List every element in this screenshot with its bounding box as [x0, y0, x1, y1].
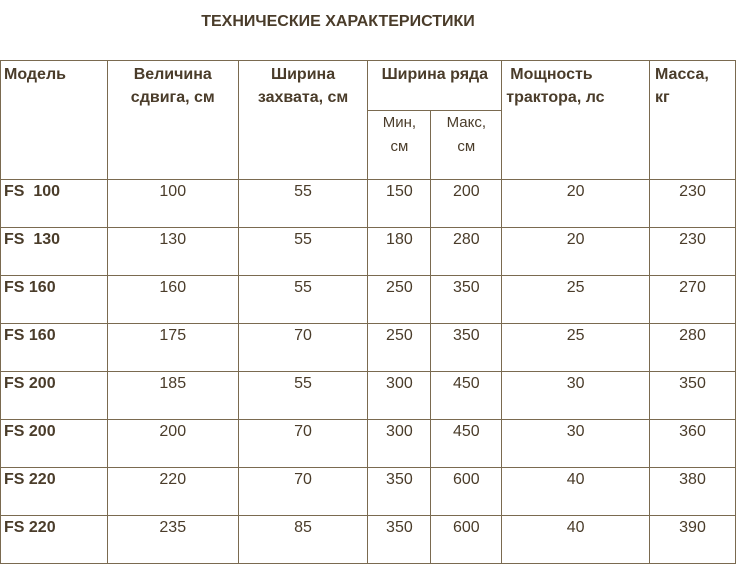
cell-model: FS 200: [1, 420, 108, 468]
header-row: [1, 61, 736, 111]
cell-max: 450: [431, 420, 502, 468]
spec-table: [0, 60, 736, 564]
cell-power: 40: [502, 516, 650, 564]
cell-mass: 350: [650, 372, 736, 420]
cell-mass: 230: [650, 228, 736, 276]
header-grip: Ширина захвата, см: [238, 61, 368, 180]
cell-model: FS 100: [1, 180, 108, 228]
cell-max: 600: [431, 516, 502, 564]
table-row: [1, 276, 736, 324]
cell-mass: 280: [650, 324, 736, 372]
cell-grip: 70: [238, 468, 368, 516]
cell-model: FS 160: [1, 324, 108, 372]
cell-max: 350: [431, 324, 502, 372]
cell-max: 600: [431, 468, 502, 516]
cell-max: 280: [431, 228, 502, 276]
cell-grip: 70: [238, 420, 368, 468]
table-row: [1, 468, 736, 516]
table-row: [1, 180, 736, 228]
page-title: ТЕХНИЧЕСКИЕ ХАРАКТЕРИСТИКИ: [201, 13, 475, 30]
cell-shift: 100: [107, 180, 238, 228]
header-max: Макс, см: [431, 111, 502, 180]
table-row: [1, 372, 736, 420]
cell-grip: 85: [238, 516, 368, 564]
cell-min: 350: [368, 516, 431, 564]
cell-model: FS 220: [1, 468, 108, 516]
cell-grip: 55: [238, 180, 368, 228]
cell-grip: 55: [238, 228, 368, 276]
header-shift: Величина сдвига, см: [107, 61, 238, 180]
cell-power: 30: [502, 420, 650, 468]
cell-min: 250: [368, 324, 431, 372]
cell-mass: 360: [650, 420, 736, 468]
header-min: Мин, см: [368, 111, 431, 180]
cell-min: 180: [368, 228, 431, 276]
cell-power: 40: [502, 468, 650, 516]
header-mass: Масса, кг: [650, 61, 736, 180]
cell-grip: 55: [238, 372, 368, 420]
cell-shift: 220: [107, 468, 238, 516]
cell-mass: 390: [650, 516, 736, 564]
cell-min: 350: [368, 468, 431, 516]
cell-min: 250: [368, 276, 431, 324]
cell-shift: 160: [107, 276, 238, 324]
table-row: [1, 420, 736, 468]
cell-grip: 55: [238, 276, 368, 324]
cell-model: FS 220: [1, 516, 108, 564]
cell-shift: 130: [107, 228, 238, 276]
cell-power: 25: [502, 276, 650, 324]
header-model: Модель: [1, 61, 108, 180]
table-row: [1, 324, 736, 372]
cell-shift: 175: [107, 324, 238, 372]
cell-model: FS 160: [1, 276, 108, 324]
cell-power: 20: [502, 180, 650, 228]
cell-model: FS 200: [1, 372, 108, 420]
table-row: [1, 228, 736, 276]
cell-max: 350: [431, 276, 502, 324]
cell-mass: 230: [650, 180, 736, 228]
cell-min: 150: [368, 180, 431, 228]
cell-shift: 185: [107, 372, 238, 420]
cell-mass: 270: [650, 276, 736, 324]
cell-power: 20: [502, 228, 650, 276]
cell-power: 30: [502, 372, 650, 420]
cell-model: FS 130: [1, 228, 108, 276]
cell-shift: 235: [107, 516, 238, 564]
header-power: Мощность трактора, лс: [502, 61, 650, 180]
cell-mass: 380: [650, 468, 736, 516]
cell-max: 450: [431, 372, 502, 420]
table-row: [1, 516, 736, 564]
cell-shift: 200: [107, 420, 238, 468]
cell-min: 300: [368, 372, 431, 420]
cell-min: 300: [368, 420, 431, 468]
header-row-width: Ширина ряда: [368, 61, 502, 111]
cell-power: 25: [502, 324, 650, 372]
cell-grip: 70: [238, 324, 368, 372]
cell-max: 200: [431, 180, 502, 228]
